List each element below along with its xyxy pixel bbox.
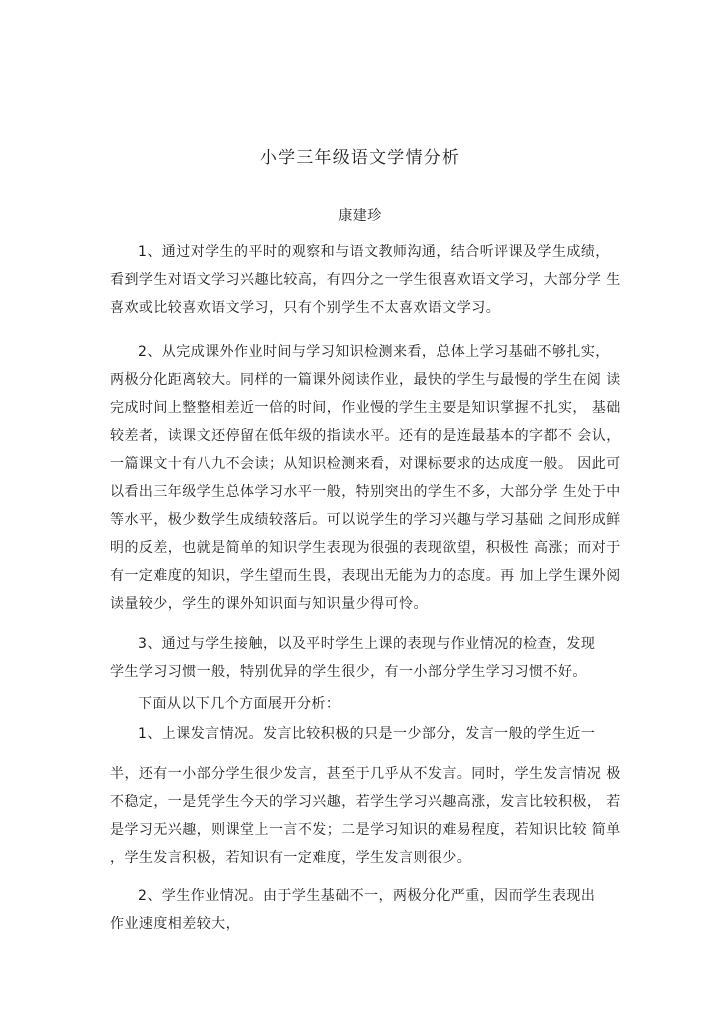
- text-line: 两极分化距离较大。同样的一篇课外阅读作业，最快的学生与最慢的学生在阅 读: [110, 372, 621, 388]
- text-line: 有一定难度的知识，学生望而生畏，表现出无能为力的态度。再 加上学生课外阅: [110, 568, 621, 584]
- text-line: 一篇课文十有八九不会读；从知识检测来看，对课标要求的达成度一般。 因此可: [110, 456, 621, 472]
- document-title: 小学三年级语文学情分析: [259, 148, 461, 168]
- text-line: 2、从完成课外作业时间与学习知识检测来看，总体上学习基础不够扎实，: [138, 344, 610, 360]
- text-line: 喜欢或比较喜欢语文学习，只有个别学生不太喜欢语文学习。: [110, 300, 501, 316]
- text-line: 不稳定，一是凭学生今天的学习兴趣，若学生学习兴趣高涨，发言比较积极， 若: [110, 794, 621, 810]
- text-line: 看到学生对语文学习兴趣比较高，有四分之一学生很喜欢语文学习，大部分学 生: [110, 272, 621, 288]
- text-line: 作业速度相差较大，: [110, 916, 241, 932]
- text-line: ，学生发言积极，若知识有一定难度，学生发言则很少。: [110, 850, 472, 866]
- text-line: 读量较少，学生的课外知识面与知识量少得可怜。: [110, 596, 428, 612]
- text-line: 学生学习习惯一般，特别优异的学生很少，有一小部分学生学习习惯不好。: [110, 664, 587, 680]
- text-line: 半，还有一小部分学生很少发言，甚至于几乎从不发言。同时，学生发言情况 极: [110, 766, 621, 782]
- text-line: 较差者，读课文还停留在低年级的指读水平。还有的是连最基本的字都不 会认，: [110, 428, 621, 444]
- text-line: 2、学生作业情况。由于学生基础不一，两极分化严重，因而学生表现出: [138, 888, 596, 904]
- section-intro: 下面从以下几个方面展开分析：: [138, 696, 341, 712]
- text-line: 是学习无兴趣，则课堂上一言不发；二是学习知识的难易程度，若知识比较 简单: [110, 822, 621, 838]
- text-line: 明的反差，也就是简单的知识学生表现为很强的表现欲望，积极性 高涨；而对于: [110, 540, 621, 556]
- text-line: 3、通过与学生接触，以及平时学生上课的表现与作业情况的检查，发现: [138, 636, 596, 652]
- document-author: 康建珍: [338, 208, 382, 224]
- text-line: 以看出三年级学生总体学习水平一般，特别突出的学生不多，大部分学 生处于中: [110, 484, 621, 500]
- text-line: 完成时间上整整相差近一倍的时间，作业慢的学生主要是知识掌握不扎实， 基础: [110, 400, 621, 416]
- text-line: 1、上课发言情况。发言比较积极的只是一少部分，发言一般的学生近一: [138, 726, 596, 742]
- text-line: 1、通过对学生的平时的观察和与语文教师沟通，结合听评课及学生成绩，: [138, 244, 610, 260]
- text-line: 等水平，极少数学生成绩较落后。可以说学生的学习兴趣与学习基础 之间形成鲜: [110, 512, 621, 528]
